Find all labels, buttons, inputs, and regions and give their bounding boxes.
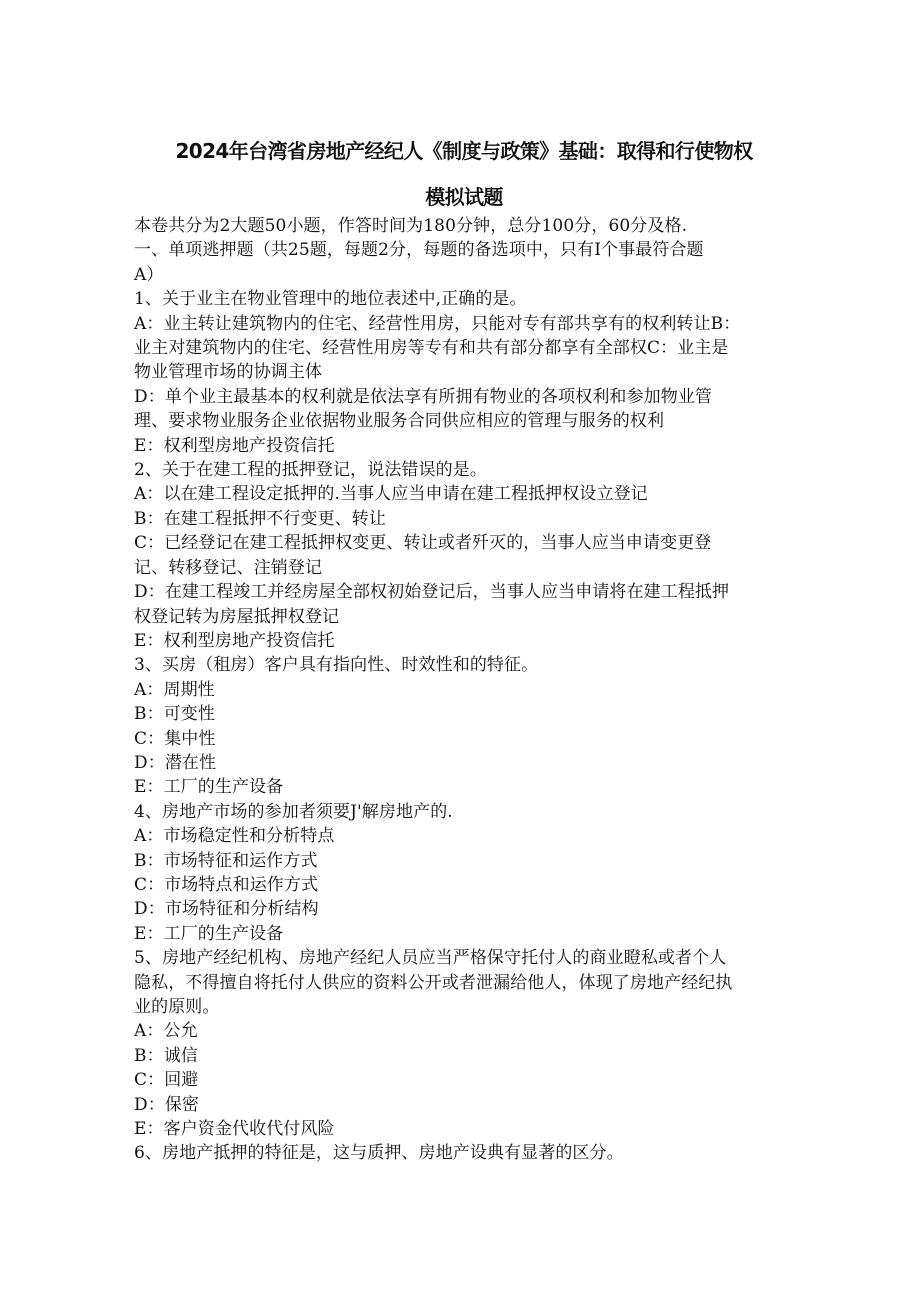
- text-line: A：业主转让建筑物内的住宅、经营性用房，只能对专有部共享有的权利转让B：: [134, 313, 741, 334]
- document-title: 2024年台湾省房地产经纪人《制度与政策》基础：取得和行使物权: [175, 139, 753, 163]
- text-line: 隐私，不得擅自将托付人供应的资料公开或者泄漏给他人，体现了房地产经纪执: [134, 972, 733, 993]
- text-line: E：权利型房地产投资信托: [134, 435, 335, 456]
- text-line: 3、买房（租房）客户具有指向性、时效性和的特征。: [134, 655, 539, 676]
- intro-line: A）: [134, 264, 164, 285]
- text-line: C：集中性: [134, 728, 216, 749]
- text-line: A：周期性: [134, 679, 215, 700]
- text-line: A：以在建工程设定抵押的.当事人应当申请在建工程抵押权设立登记: [134, 484, 648, 505]
- intro-line: 一、单项逃押题（共25题，每题2分，每题的备选项中，只有I个事最符合题: [134, 240, 704, 261]
- text-line: 业主对建筑物内的住宅、经营性用房等专有和共有部分都享有全部权C：业主是: [134, 338, 729, 359]
- text-line: C：回避: [134, 1070, 199, 1091]
- text-line: 理、要求物业服务企业依据物业服务合同供应相应的管理与服务的权利: [134, 411, 665, 432]
- text-line: A：市场稳定性和分析特点: [134, 826, 335, 847]
- question-list: [134, 287, 794, 1166]
- document-subtitle: 模拟试题: [425, 185, 503, 209]
- text-line: E：权利型房地产投资信托: [134, 630, 335, 651]
- text-line: 2、关于在建工程的抵押登记，说法错误的是。: [134, 460, 487, 481]
- text-line: 记、转移登记、注销登记: [134, 557, 323, 578]
- text-line: D：在建工程竣工并经房屋全部权初始登记后，当事人应当申请将在建工程抵押: [134, 582, 730, 603]
- text-line: B：在建工程抵押不行变更、转让: [134, 508, 386, 529]
- text-line: B：可变性: [134, 704, 215, 725]
- text-line: C：已经登记在建工程抵押权变更、转让或者歼灭的，当事人应当申请变更登: [134, 533, 712, 554]
- text-line: 业的原则。: [134, 997, 220, 1017]
- text-line: D：保密: [134, 1094, 200, 1115]
- text-line: B：市场特征和运作方式: [134, 850, 318, 871]
- text-line: E：工厂的生产设备: [134, 777, 284, 798]
- text-line: A：公允: [134, 1021, 198, 1042]
- text-line: E：客户资金代收代付风险: [134, 1119, 335, 1140]
- text-line: B：诚信: [134, 1045, 198, 1066]
- document-page: [134, 136, 794, 1166]
- text-line: D：潜在性: [134, 752, 217, 773]
- text-line: D：市场特征和分析结构: [134, 899, 319, 920]
- text-line: 物业管理市场的协调主体: [134, 362, 323, 383]
- text-line: 4、房地产市场的参加者须要J'解房地产的.: [134, 801, 453, 822]
- text-line: E：工厂的生产设备: [134, 923, 284, 944]
- text-line: 5、房地产经纪机构、房地产经纪人员应当严格保守托付人的商业瞪私或者个人: [134, 948, 727, 969]
- text-line: 权登记转为房屋抵押权登记: [134, 606, 340, 627]
- intro-line: 本卷共分为2大题50小题，作答时间为180分钟，总分100分，60分及格.: [134, 216, 688, 236]
- text-line: 6、房地产抵押的特征是，这与质押、房地产设典有显著的区分。: [134, 1143, 624, 1164]
- text-line: 1、关于业主在物业管理中的地位表述中,正确的是。: [134, 289, 527, 310]
- text-line: C：市场特点和运作方式: [134, 874, 319, 895]
- text-line: D：单个业主最基本的权利就是依法享有所拥有物业的各项权利和参加物业管: [134, 386, 713, 407]
